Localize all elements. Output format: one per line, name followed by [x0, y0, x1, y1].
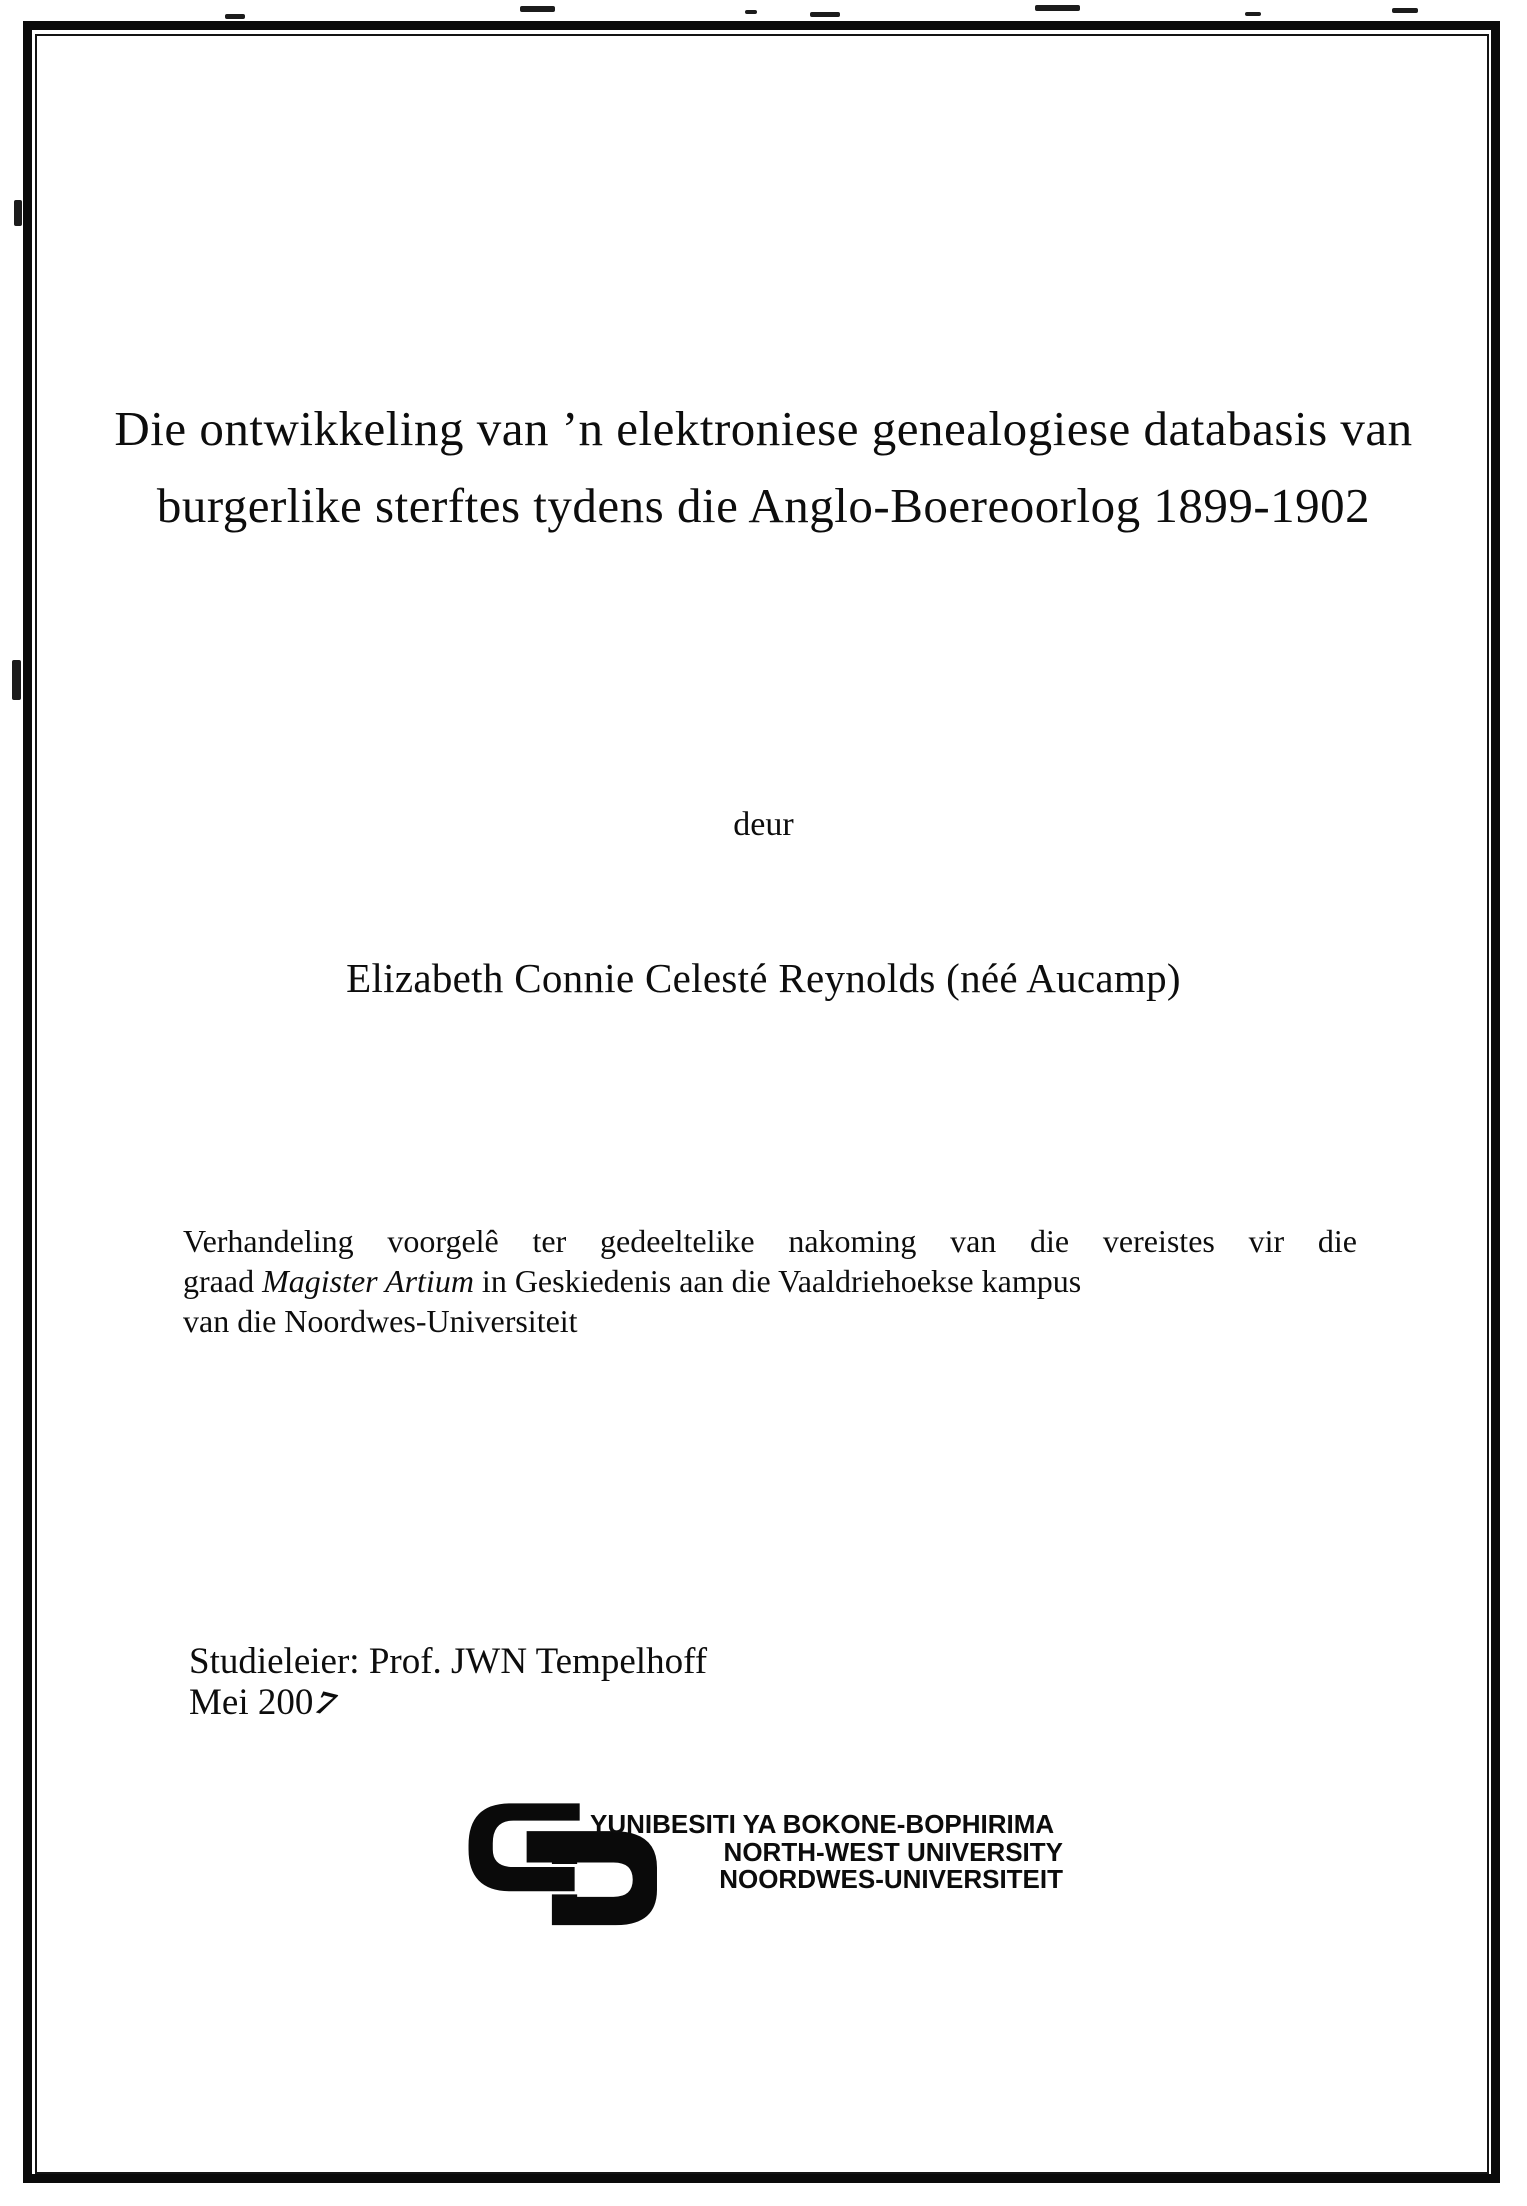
- degree-suffix: in Geskiedenis aan die Vaaldriehoekse kampus: [473, 1263, 1082, 1299]
- supervisor-block: [189, 1641, 707, 1723]
- scan-speck: [1392, 8, 1418, 13]
- scan-speck: [520, 6, 555, 12]
- scan-speck: [1245, 12, 1261, 16]
- scan-speck: [225, 14, 245, 19]
- thesis-title: [90, 390, 1437, 544]
- thesis-statement-line3: van die Noordwes-Universiteit: [183, 1303, 578, 1339]
- scan-speck: [14, 200, 22, 226]
- logo-text-line1: YUNIBESITI YA BOKONE-BOPHIRIMA: [590, 1809, 1055, 1839]
- degree-prefix: graad: [183, 1263, 263, 1299]
- date-prefix: Mei 200: [189, 1682, 314, 1723]
- byline-deur: deur: [733, 806, 794, 843]
- thesis-title-line1: Die ontwikkeling van ’n elektroniese genealogiese databasis van: [114, 401, 1413, 456]
- logo-text-line2: NORTH-WEST UNIVERSITY: [723, 1836, 1063, 1867]
- logo-text-line3: NOORDWES-UNIVERSITEIT: [719, 1864, 1063, 1894]
- scan-speck: [745, 10, 757, 14]
- university-name-block: [590, 1811, 1063, 1894]
- degree-name: Magister Artium: [262, 1263, 474, 1299]
- date-last-digit: 7: [308, 1684, 343, 1724]
- date-line: [189, 1682, 707, 1723]
- scan-speck: [1035, 5, 1080, 11]
- scan-speck: [12, 660, 21, 700]
- scan-speck: [810, 12, 840, 17]
- thesis-statement: [183, 1221, 1357, 1341]
- thesis-statement-line1: Verhandeling voorgelê ter gedeeltelike nakoming van die vereistes vir die: [183, 1223, 1357, 1259]
- thesis-title-line2: burgerlike sterftes tydens die Anglo-Boereoorlog 1899-1902: [156, 478, 1371, 533]
- author-name: Elizabeth Connie Celesté Reynolds (néé Aucamp): [346, 955, 1181, 1001]
- supervisor-line: Studieleier: Prof. JWN Tempelhoff: [189, 1641, 708, 1682]
- thesis-statement-line2: [183, 1261, 1357, 1301]
